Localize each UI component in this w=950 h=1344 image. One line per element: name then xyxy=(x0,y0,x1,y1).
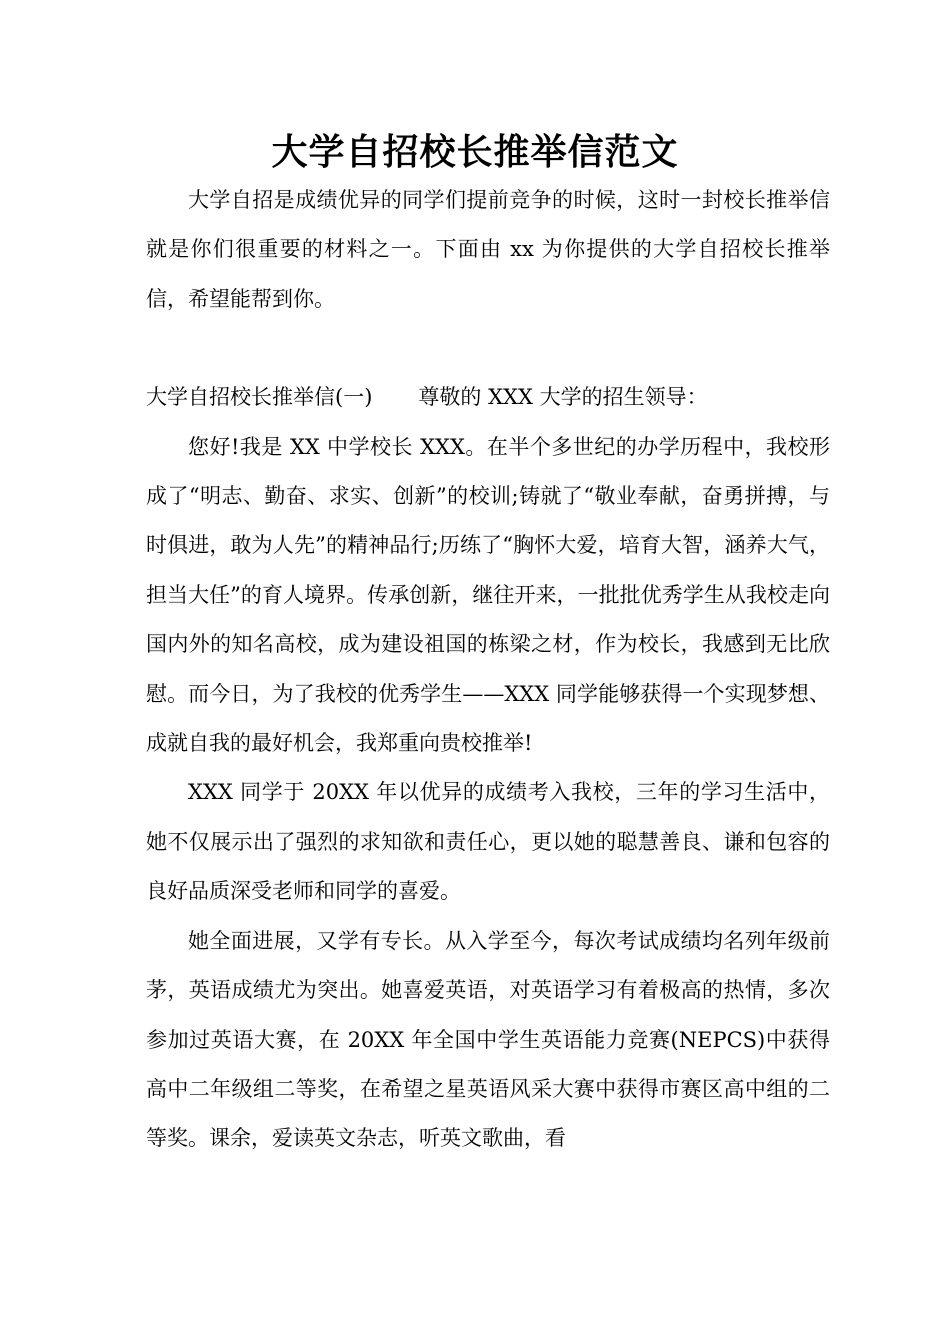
blank-line xyxy=(146,324,830,373)
salutation: 尊敬的 XXX 大学的招生领导： xyxy=(418,385,708,410)
document-title: 大学自招校长推举信范文 xyxy=(271,132,679,173)
intro-paragraph: 大学自招是成绩优异的同学们提前竞争的时候，这时一封校长推举信就是你们很重要的材料之一。下面由 xx 为你提供的大学自招校长推举信，希望能帮到你。 xyxy=(146,188,830,311)
body-paragraph-2: XXX 同学于 20XX 年以优异的成绩考入我校，三年的学习生活中，她不仅展示出了强烈的求知欲和责任心，更以她的聪慧善良、谦和包容的良好品质深受老师和同学的喜爱。 xyxy=(146,780,830,904)
section-heading: 大学自招校长推举信(一) xyxy=(146,385,373,410)
section-heading-line xyxy=(146,373,830,422)
document-body xyxy=(146,176,830,1164)
body-paragraph-3: 她全面进展，又学有专长。从入学至今，每次考试成绩均名列年级前茅，英语成绩尤为突出。她喜爱英语，对英语学习有着极高的热情，多次参加过英语大赛，在 20XX 年全国中学生英语能力竞赛(NEPCS)中获得高中二年级组二等奖，在希望之星英语风采大赛中获得市赛区高中组的二等奖。课余，爱读英文杂志，听英文歌曲，看 xyxy=(146,928,830,1151)
body-paragraph-1: 您好!我是 XX 中学校长 XXX。在半个多世纪的办学历程中，我校形成了“明志、勤奋、求实、创新”的校训;铸就了“敬业奉献，奋勇拼搏，与时俱进，敢为人先”的精神品行;历练了“胸怀大爱，培育大智，涵养大气，担当大任”的育人境界。传承创新，继往开来，一批批优秀学生从我校走向国内外的知名高校，成为建设祖国的栋梁之材，作为校长，我感到无比欣慰。而今日，为了我校的优秀学生——XXX 同学能够获得一个实现梦想、成就自我的最好机会，我郑重向贵校推举! xyxy=(146,434,830,756)
